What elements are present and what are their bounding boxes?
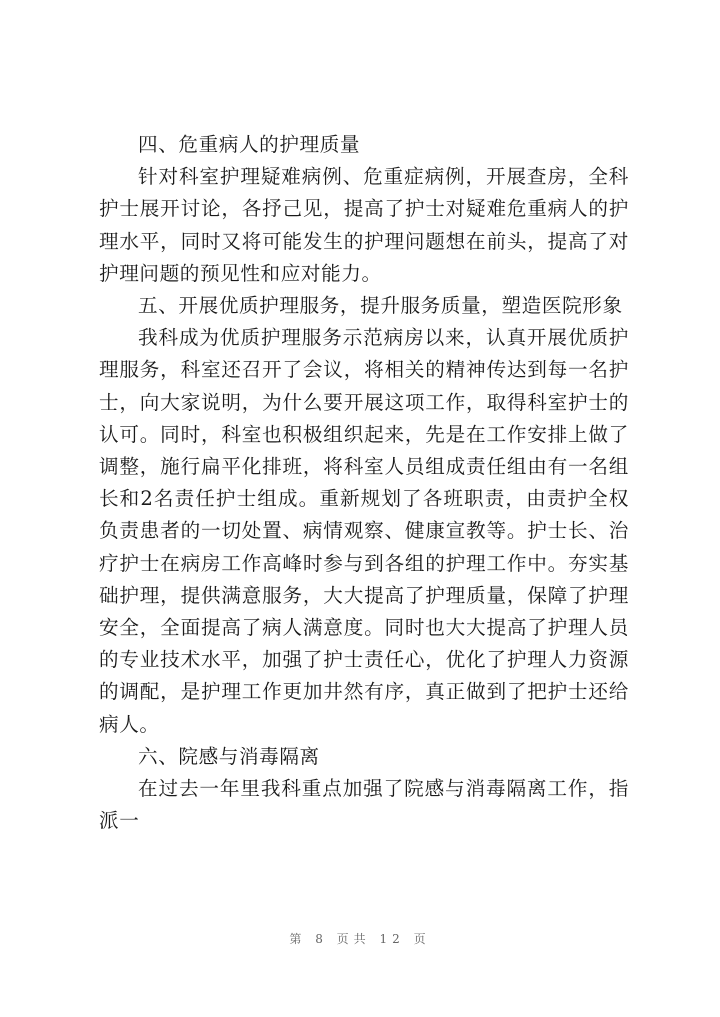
- document-body: [99, 129, 629, 837]
- paragraph-infection-control: 在过去一年里我科重点加强了院感与消毒隔离工作，指派一: [99, 777, 629, 833]
- paragraph-critical-care: 针对科室护理疑难病例、危重症病例，开展查房，全科护士展开讨论，各抒己见，提高了护士对疑难危重病人的护理水平，同时又将可能发生的护理问题想在前头，提高了对护理问题的预见性和应对能力。: [99, 165, 629, 285]
- page-number-footer: 第 8 页共 12 页: [289, 932, 431, 946]
- section-heading-5: 五、开展优质护理服务，提升服务质量，塑造医院形象: [138, 294, 623, 318]
- section-heading-6: 六、院感与消毒隔离: [138, 744, 320, 768]
- section-heading-4: 四、危重病人的护理质量: [138, 133, 361, 156]
- paragraph-quality-service: 我科成为优质护理服务示范病房以来，认真开展优质护理服务，科室还召开了会议，将相关的精神传达到每一名护士，向大家说明，为什么要开展这项工作，取得科室护士的认可。同时，科室也积极组织起来，先是在工作安排上做了调整，施行扁平化排班，将科室人员组成责任组由有一名组长和2名责任护士组成。重新规划了各班职责，由责护全权负责患者的一切处置、病情观察、健康宣教等。护士长、治疗护士在病房工作高峰时参与到各组的护理工作中。夯实基础护理，提供满意服务，大大提高了护理质量，保障了护理安全，全面提高了病人满意度。同时也大大提高了护理人员的专业技术水平，加强了护士责任心，优化了护理人力资源的调配，是护理工作更加井然有序，真正做到了把护士还给病人。: [99, 326, 629, 736]
